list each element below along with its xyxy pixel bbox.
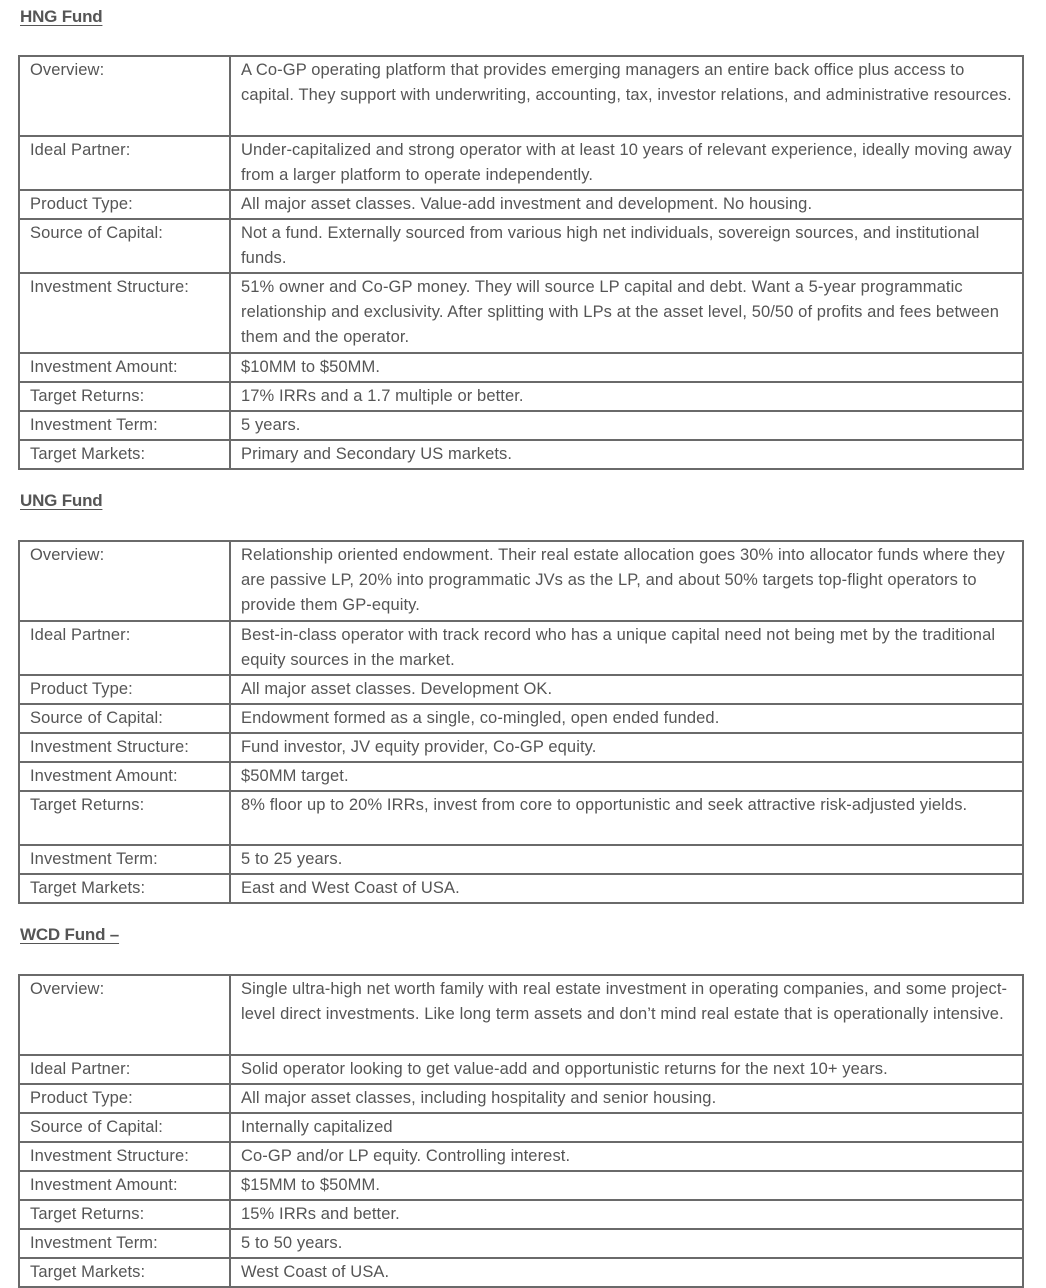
row-label: Investment Term: xyxy=(19,1229,230,1258)
fund-title-ung: UNG Fund xyxy=(20,491,103,510)
row-label: Product Type: xyxy=(19,675,230,704)
row-label: Ideal Partner: xyxy=(19,1055,230,1084)
row-label: Investment Structure: xyxy=(19,1142,230,1171)
row-label: Investment Term: xyxy=(19,411,230,440)
fund-table-wcd xyxy=(18,974,1024,1288)
row-label: Investment Amount: xyxy=(19,762,230,791)
table-row xyxy=(19,791,1023,845)
row-label: Investment Structure: xyxy=(19,273,230,353)
row-value: All major asset classes. Value-add investment and development. No housing. xyxy=(230,190,1023,219)
table-row xyxy=(19,845,1023,874)
row-value: 5 to 50 years. xyxy=(230,1229,1023,1258)
table-row xyxy=(19,675,1023,704)
row-value: Best-in-class operator with track record who has a unique capital need not being met by the traditional equity sources in the market. xyxy=(230,621,1023,675)
table-row xyxy=(19,621,1023,675)
row-value: 5 to 25 years. xyxy=(230,845,1023,874)
row-value: All major asset classes. Development OK. xyxy=(230,675,1023,704)
row-value: 17% IRRs and a 1.7 multiple or better. xyxy=(230,382,1023,411)
row-value: West Coast of USA. xyxy=(230,1258,1023,1287)
row-value: Co-GP and/or LP equity. Controlling interest. xyxy=(230,1142,1023,1171)
row-value: Single ultra-high net worth family with real estate investment in operating companies, and some project-level direct investments. Like long term assets and don’t mind real estate that is operationally intensive. xyxy=(230,975,1023,1055)
row-value: $50MM target. xyxy=(230,762,1023,791)
row-label: Investment Amount: xyxy=(19,353,230,382)
row-value: Not a fund. Externally sourced from various high net individuals, sovereign sources, and institutional funds. xyxy=(230,219,1023,273)
table-row xyxy=(19,190,1023,219)
table-row xyxy=(19,1084,1023,1113)
row-label: Target Markets: xyxy=(19,874,230,903)
row-label: Source of Capital: xyxy=(19,704,230,733)
table-row xyxy=(19,440,1023,469)
table-row xyxy=(19,382,1023,411)
row-value: Under-capitalized and strong operator with at least 10 years of relevant experience, ideally moving away from a larger platform to operate independently. xyxy=(230,136,1023,190)
row-value: All major asset classes, including hospitality and senior housing. xyxy=(230,1084,1023,1113)
row-label: Target Returns: xyxy=(19,791,230,845)
row-label: Target Returns: xyxy=(19,382,230,411)
row-label: Ideal Partner: xyxy=(19,621,230,675)
row-label: Product Type: xyxy=(19,1084,230,1113)
table-row xyxy=(19,353,1023,382)
table-row xyxy=(19,1200,1023,1229)
row-label: Source of Capital: xyxy=(19,219,230,273)
row-value: 8% floor up to 20% IRRs, invest from core to opportunistic and seek attractive risk-adjusted yields. xyxy=(230,791,1023,845)
row-value: Solid operator looking to get value-add and opportunistic returns for the next 10+ years. xyxy=(230,1055,1023,1084)
row-label: Target Returns: xyxy=(19,1200,230,1229)
row-value: Endowment formed as a single, co-mingled, open ended funded. xyxy=(230,704,1023,733)
row-value: A Co-GP operating platform that provides emerging managers an entire back office plus access to capital. They support with underwriting, accounting, tax, investor relations, and administrative resources. xyxy=(230,56,1023,136)
table-row xyxy=(19,56,1023,136)
row-label: Overview: xyxy=(19,56,230,136)
row-value: 15% IRRs and better. xyxy=(230,1200,1023,1229)
table-row xyxy=(19,1258,1023,1287)
row-label: Investment Term: xyxy=(19,845,230,874)
row-label: Overview: xyxy=(19,975,230,1055)
row-label: Product Type: xyxy=(19,190,230,219)
row-label: Target Markets: xyxy=(19,440,230,469)
table-row xyxy=(19,219,1023,273)
table-row xyxy=(19,273,1023,353)
row-value: $15MM to $50MM. xyxy=(230,1171,1023,1200)
table-row xyxy=(19,411,1023,440)
table-row xyxy=(19,762,1023,791)
table-row xyxy=(19,975,1023,1055)
row-label: Overview: xyxy=(19,541,230,621)
table-row xyxy=(19,1142,1023,1171)
table-row xyxy=(19,1229,1023,1258)
row-value: 5 years. xyxy=(230,411,1023,440)
row-value: Internally capitalized xyxy=(230,1113,1023,1142)
row-value: Relationship oriented endowment. Their real estate allocation goes 30% into allocator funds where they are passive LP, 20% into programmatic JVs as the LP, and about 50% targets top-flight operators to provide them GP-equity. xyxy=(230,541,1023,621)
table-row xyxy=(19,541,1023,621)
table-row xyxy=(19,874,1023,903)
fund-title-wcd: WCD Fund – xyxy=(20,925,120,944)
row-value: Primary and Secondary US markets. xyxy=(230,440,1023,469)
table-row xyxy=(19,704,1023,733)
table-row xyxy=(19,733,1023,762)
row-label: Investment Structure: xyxy=(19,733,230,762)
row-value: $10MM to $50MM. xyxy=(230,353,1023,382)
table-row xyxy=(19,1055,1023,1084)
fund-table-hng xyxy=(18,55,1024,470)
fund-table-ung xyxy=(18,540,1024,904)
row-label: Source of Capital: xyxy=(19,1113,230,1142)
fund-title-hng: HNG Fund xyxy=(20,7,103,26)
table-row xyxy=(19,136,1023,190)
row-label: Investment Amount: xyxy=(19,1171,230,1200)
row-label: Ideal Partner: xyxy=(19,136,230,190)
table-row xyxy=(19,1113,1023,1142)
table-row xyxy=(19,1171,1023,1200)
row-value: Fund investor, JV equity provider, Co-GP equity. xyxy=(230,733,1023,762)
row-value: East and West Coast of USA. xyxy=(230,874,1023,903)
row-value: 51% owner and Co-GP money. They will source LP capital and debt. Want a 5-year programmatic relationship and exclusivity. After splitting with LPs at the asset level, 50/50 of profits and fees between them and the operator. xyxy=(230,273,1023,353)
row-label: Target Markets: xyxy=(19,1258,230,1287)
